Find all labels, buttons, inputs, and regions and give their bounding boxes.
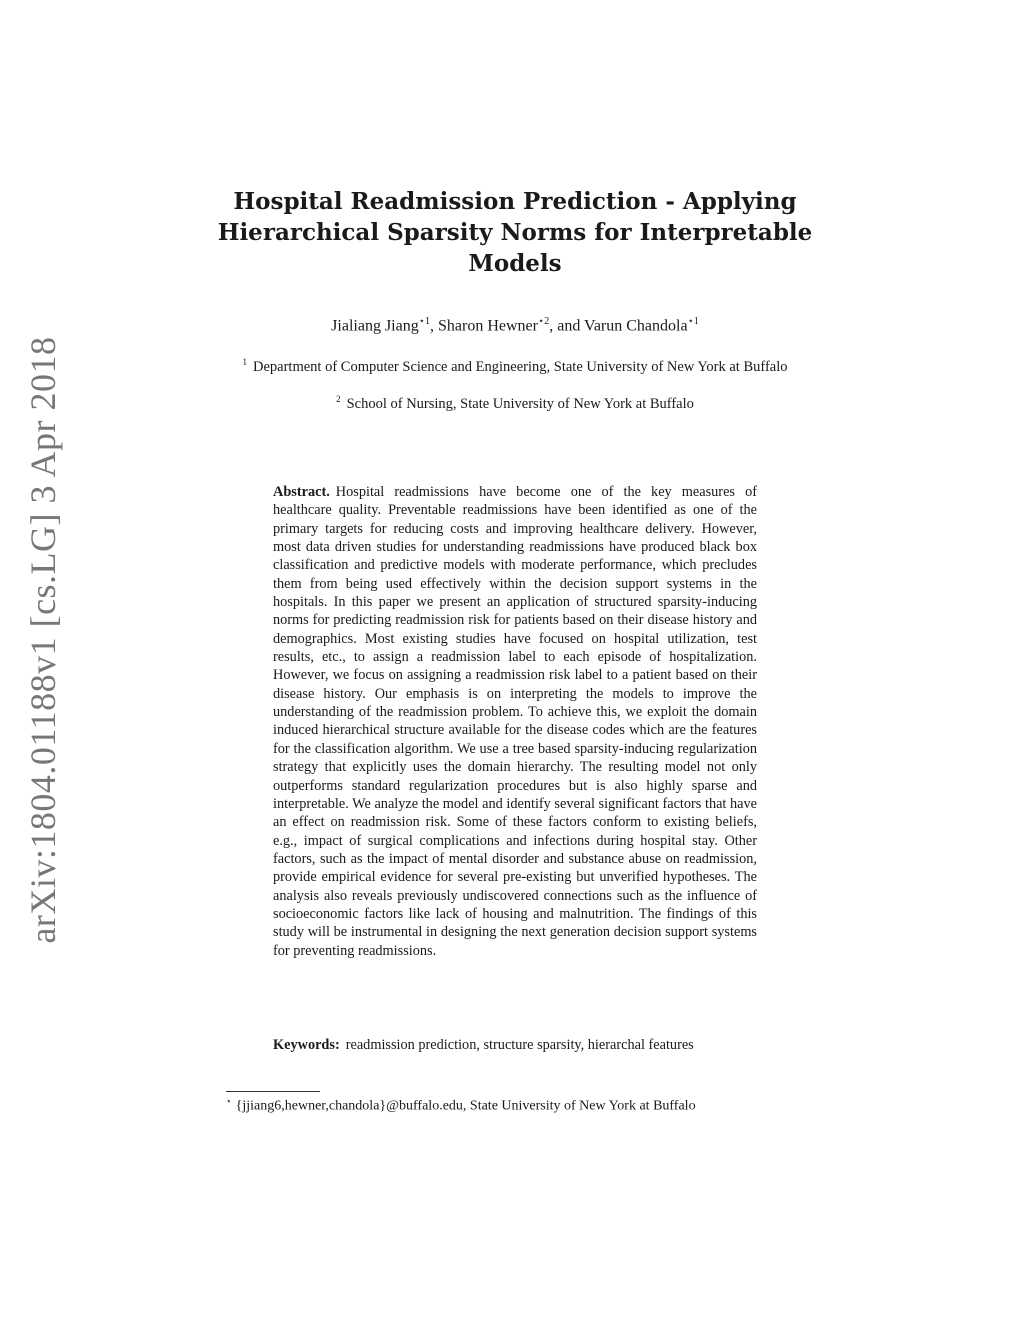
affiliation-text: School of Nursing, State University of New York at Buffalo bbox=[346, 395, 694, 412]
footnote-divider bbox=[226, 1091, 320, 1092]
title-line-1: Hospital Readmission Prediction - Applying bbox=[233, 188, 797, 215]
author-name: Varun Chandola bbox=[584, 317, 688, 335]
author-mark: ⋆2 bbox=[537, 316, 550, 327]
affiliation bbox=[220, 353, 810, 376]
affiliation bbox=[220, 390, 810, 413]
affiliation-text: Department of Computer Science and Engineering, State University of New York at Buffalo bbox=[253, 358, 788, 375]
affiliation-mark: 2 bbox=[336, 394, 341, 404]
author-separator: , and bbox=[549, 317, 585, 335]
abstract-heading: Abstract. bbox=[273, 484, 330, 500]
keywords bbox=[273, 1036, 757, 1054]
affiliation-mark: 1 bbox=[242, 357, 247, 367]
footnote-text: {jjiang6,hewner,chandola}@buffalo.edu, State University of New York at Buffalo bbox=[235, 1098, 696, 1114]
author-name: Jialiang Jiang bbox=[331, 317, 419, 335]
author-name: Sharon Hewner bbox=[437, 317, 538, 335]
footnote bbox=[226, 1096, 696, 1115]
paper-title bbox=[200, 186, 830, 279]
author-mark: ⋆1 bbox=[687, 316, 699, 327]
keywords-text: readmission prediction, structure sparsity, hierarchal features bbox=[345, 1037, 694, 1053]
abstract bbox=[273, 483, 757, 960]
footnote-mark: ⋆ bbox=[226, 1096, 232, 1106]
author-list: Jialiang Jiang$^{⋆1}$, Sharon Hewner$^{⋆2}$, and Varun Chandola$^{⋆1}$ bbox=[331, 316, 699, 335]
title-line-2: Hierarchical Sparsity Norms for Interpretable bbox=[217, 219, 813, 246]
keywords-heading: Keywords: bbox=[273, 1037, 340, 1053]
abstract-text: Hospital readmissions have become one of the key measures of healthcare quality. Preventable readmissions have been identified as one of the primary targets for reducing costs and improving healthcare delivery. However, most data driven studies for understanding readmissions have produced black box classification and predictive models with moderate performance, which precludes them from being used effectively within the decision support systems in the hospitals. In this paper we present an application of structured sparsity-inducing norms for predicting readmission risk for patients based on their disease history and demographics. Most existing studies have focused on hospital utilization, test results, etc., to assign a readmission label to each episode of hospitalization. However, we focus on assigning a readmission risk label to a patient based on their disease history. Our emphasis is on interpreting the models to improve the understanding of the readmission problem. To achieve this, we exploit the domain induced hierarchical structure available for the disease codes which are the features for the classification algorithm. We use a tree based sparsity-inducing regularization strategy that explicitly uses the domain hierarchy. The resulting model not only outperforms standard regularization procedures but is also highly sparse and interpretable. We analyze the model and identify several significant factors that have an effect on readmission risk. Some of these factors conform to existing beliefs, e.g., impact of surgical complications and infections during hospital stay. Other factors, such as the impact of mental disorder and substance abuse on readmission, provide empirical evidence for several pre-existing but unverified hypotheses. The analysis also reveals previously undiscovered connections such as the influence of socioeconomic factors like lack of housing and malnutrition. The findings of this study will be instrumental in designing the next generation decision support systems for preventing readmissions. bbox=[273, 484, 757, 959]
title-line-3: Models bbox=[468, 250, 562, 277]
arxiv-identifier-stamp: arXiv:1804.01188v1 [cs.LG] 3 Apr 2018 bbox=[23, 336, 63, 944]
author-mark: ⋆1 bbox=[418, 316, 430, 327]
